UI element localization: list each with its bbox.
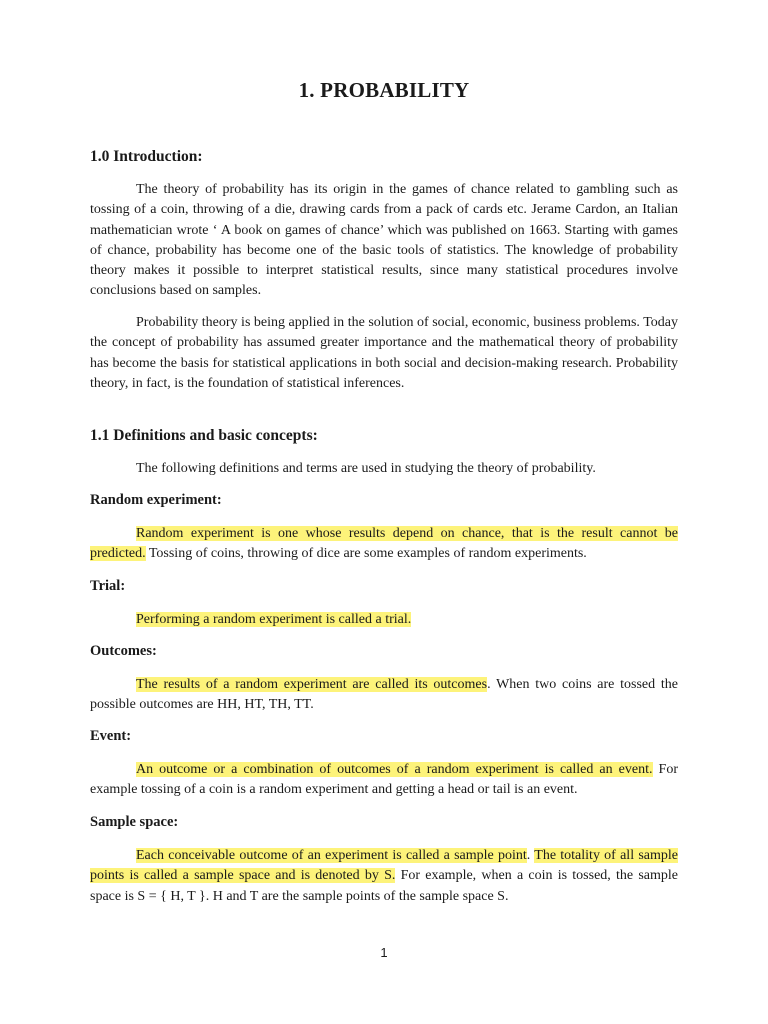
text: . xyxy=(526,848,535,863)
term-heading-event: Event: xyxy=(90,728,132,744)
intro-paragraph-2: Probability theory is being applied in the solution of social, economic, business problems. Today the concept of probability has assumed greater importance and the mathematical theory of probability has become the basis for statistical applications in both social and decision-making research. Probability theory, in fact, is the foundation of statistical inferences. xyxy=(90,315,678,391)
text: For example tossing of a coin is a random experiment and getting a head or tail is an event. xyxy=(90,762,678,798)
text: Tossing of coins, throwing of dice are some examples of random experiments. xyxy=(145,546,587,562)
highlight: The results of a random experiment are called its outcomes xyxy=(136,677,488,692)
highlight: Each conceivable outcome of an experiment is called a sample point xyxy=(136,848,527,863)
highlight: An outcome or a combination of outcomes of a random experiment is called an event. xyxy=(136,762,653,777)
highlight: Performing a random experiment is called a trial. xyxy=(136,612,412,627)
term-heading-outcomes: Outcomes: xyxy=(90,643,157,659)
intro-paragraph-1: The theory of probability has its origin in the games of chance related to gambling such as tossing of a coin, throwing of a die, drawing cards from a pack of cards etc. Jerame Cardon, an Italian mathematician wrote ‘ A book on games of chance’ which was published on 1663. Starting with games of chance, probability has become one of the basic tools of statistics. The knowledge of probability theory makes it possible to interpret statistical results, since many statistical procedures involve conclusions based on samples. xyxy=(90,182,678,299)
trial-definition xyxy=(90,610,678,630)
term-heading-trial: Trial: xyxy=(90,578,126,594)
page-number: 1 xyxy=(380,945,388,960)
text: For example, when a coin is tossed, the sample space is S = { H, T }. H and T are the sample points of the sample space S. xyxy=(90,868,678,904)
definitions-intro: The following definitions and terms are used in studying the theory of probability. xyxy=(136,461,596,476)
term-heading-random-experiment: Random experiment: xyxy=(90,492,222,508)
highlight: Random experiment is one whose results depend on chance, that is the result cannot be predicted. xyxy=(90,526,678,562)
term-heading-sample-space: Sample space: xyxy=(90,814,179,830)
page-title: 1. PROBABILITY xyxy=(298,78,470,102)
section-heading-introduction: 1.0 Introduction: xyxy=(90,148,203,165)
sample-space-definition xyxy=(90,846,678,907)
random-experiment-definition xyxy=(90,524,678,565)
text: . When two coins are tossed the possible outcomes are HH, HT, TH, TT. xyxy=(90,677,678,713)
highlight: The totality of all sample points is called a sample space and is denoted by S. xyxy=(90,848,678,884)
outcomes-definition xyxy=(90,675,678,716)
section-heading-definitions: 1.1 Definitions and basic concepts: xyxy=(90,427,318,444)
event-definition xyxy=(90,760,678,801)
